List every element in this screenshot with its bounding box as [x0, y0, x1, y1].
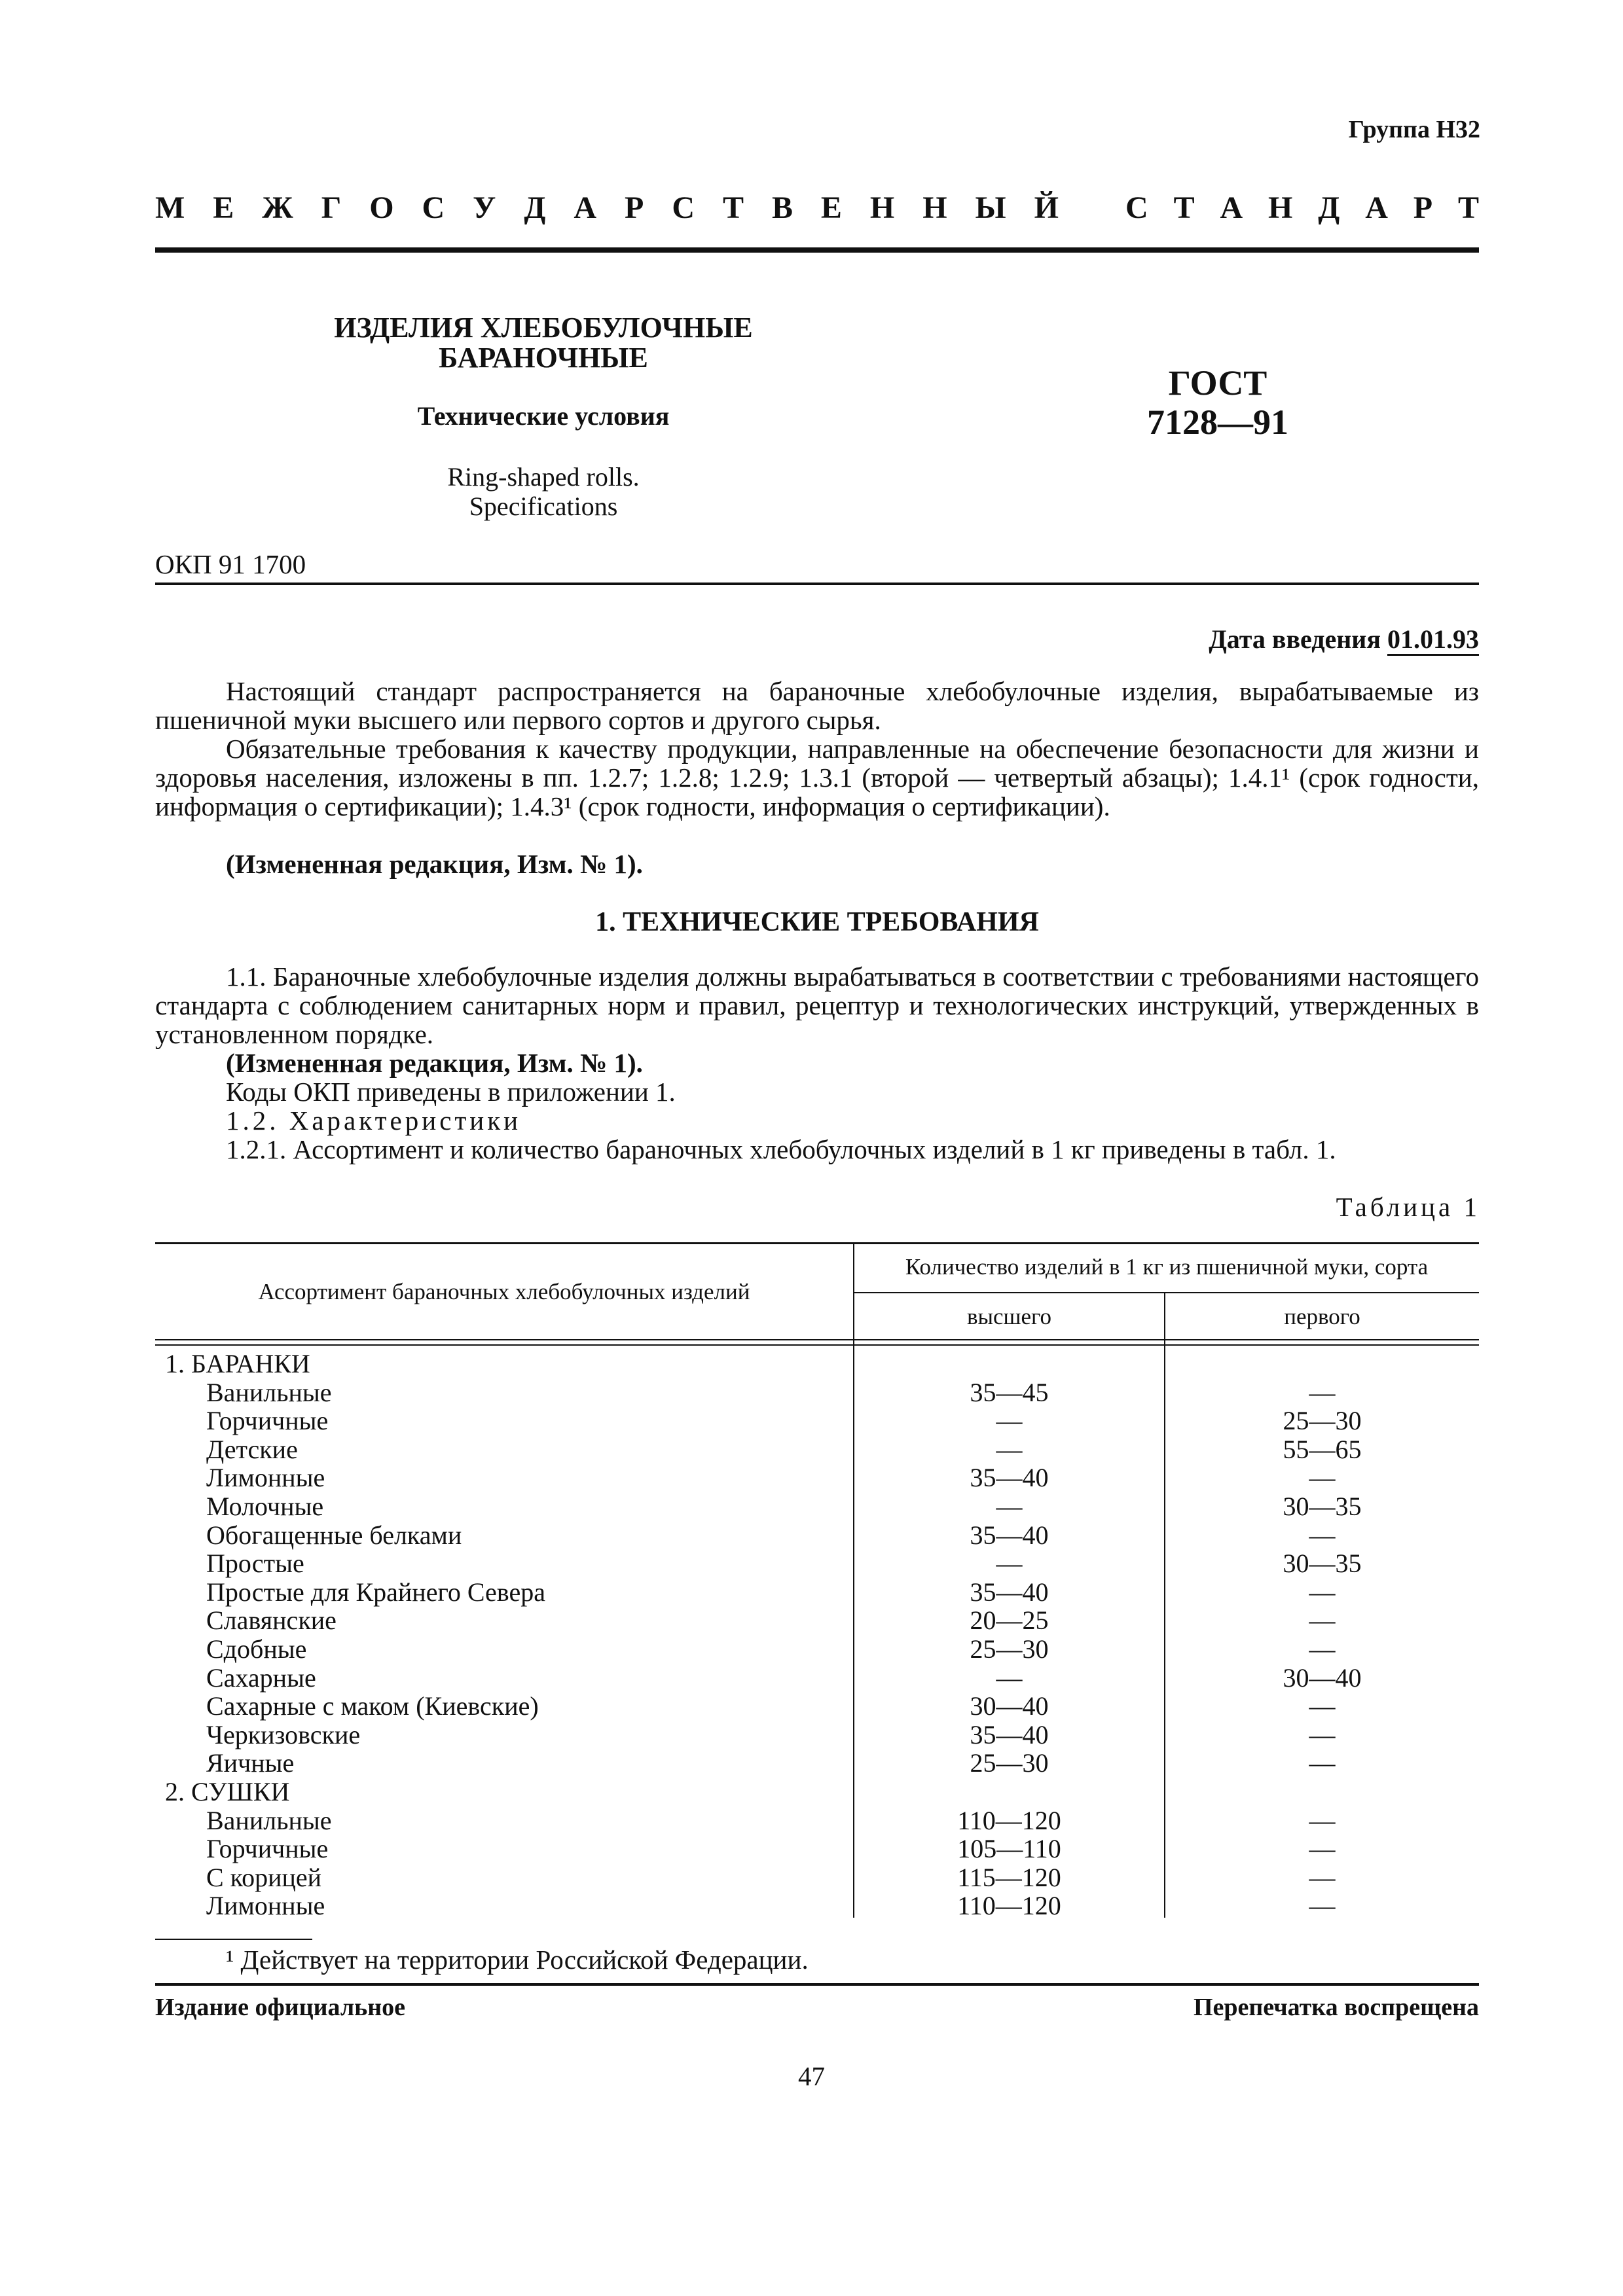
footnote-rule: [155, 1939, 312, 1940]
table-row-first-grade: —: [1309, 1605, 1336, 1636]
table-row-first-grade: —: [1309, 1377, 1336, 1407]
table-row-product: Простые для Крайнего Севера: [206, 1577, 545, 1607]
table-row-highest-grade: 105—110: [957, 1834, 1061, 1864]
table-row-product: Сдобные: [206, 1634, 307, 1664]
table-row-highest-grade: 110—120: [957, 1891, 1061, 1921]
table-row-first-grade: 55—65: [1283, 1434, 1362, 1464]
table-top-rule: [155, 1242, 1479, 1244]
intro-paragraph-1: Настоящий стандарт распространяется на бараночные хлебобулочные изделия, вырабатываемые из пшеничной муки высшего или первого сортов и другого сырья.: [155, 676, 1479, 735]
table-row-product: Горчичные: [206, 1406, 329, 1436]
table-row-highest-grade: —: [996, 1662, 1023, 1693]
table-row-highest-grade: 35—40: [970, 1463, 1049, 1493]
gost-label: ГОСТ: [1168, 363, 1267, 403]
okp-codes-note: Коды ОКП приведены в приложении 1.: [226, 1077, 676, 1107]
section-heading: 1. ТЕХНИЧЕСКИЕ ТРЕБОВАНИЯ: [595, 907, 1039, 937]
introduction-date-label: Дата введения: [1209, 624, 1381, 654]
table-row-product: Яичные: [206, 1748, 295, 1778]
header-rule: [155, 247, 1479, 253]
paragraph-1-2: 1.2. Характеристики: [226, 1105, 522, 1136]
paragraph-1-2-1: 1.2.1. Ассортимент и количество бараночных хлебобулочных изделий в 1 кг приведены в табл. 1.: [226, 1134, 1336, 1164]
table-row-product: Черкизовские: [206, 1719, 361, 1749]
table-row-first-grade: —: [1309, 1577, 1336, 1607]
reprint-prohibited-label: Перепечатка воспрещена: [1193, 1994, 1479, 2021]
table-row-highest-grade: 35—45: [970, 1377, 1049, 1407]
table-group-label: 2. СУШКИ: [165, 1777, 290, 1806]
table-row-highest-grade: 35—40: [970, 1719, 1049, 1749]
footnote: ¹ Действует на территории Российской Федерации.: [226, 1945, 809, 1975]
intro-amendment: (Измененная редакция, Изм. № 1).: [226, 849, 643, 879]
column-header-quantity: Количество изделий в 1 кг из пшеничной муки, сорта: [905, 1254, 1429, 1280]
title-line-1: ИЗДЕЛИЯ ХЛЕБОБУЛОЧНЫЕ: [334, 312, 753, 344]
table-row-product: С корицей: [206, 1862, 322, 1892]
table-row-highest-grade: —: [996, 1549, 1023, 1579]
table-row-first-grade: —: [1309, 1463, 1336, 1493]
table-group-rule: [853, 1292, 1479, 1293]
table-header-rule-2: [155, 1344, 1479, 1346]
table-row-first-grade: 30—35: [1283, 1492, 1362, 1521]
table-row-product: Детские: [206, 1434, 298, 1464]
english-line-1: Ring-shaped rolls.: [447, 462, 640, 492]
table-row-product: Лимонные: [206, 1891, 325, 1921]
paragraph-1-1-amendment: (Измененная редакция, Изм. № 1).: [226, 1048, 643, 1078]
table-row-product: Простые: [206, 1549, 304, 1579]
banner-word-2: С Т А Н Д А Р Т: [1125, 190, 1479, 225]
table-group-label: 1. БАРАНКИ: [165, 1349, 310, 1378]
table-row-highest-grade: 35—40: [970, 1577, 1049, 1607]
table-row-first-grade: —: [1309, 1691, 1336, 1721]
title-line-2: БАРАНОЧНЫЕ: [439, 342, 648, 374]
table-row-product: Сахарные с маком (Киевские): [206, 1691, 539, 1721]
table-row-first-grade: —: [1309, 1634, 1336, 1664]
table-row-product: Обогащенные белками: [206, 1520, 462, 1550]
column-header-product: Ассортимент бараночных хлебобулочных изделий: [258, 1279, 750, 1304]
table-row-highest-grade: 20—25: [970, 1605, 1049, 1636]
table-row-highest-grade: —: [996, 1406, 1023, 1436]
english-title: [275, 462, 812, 521]
paragraph-1-1: 1.1. Бараночные хлебобулочные изделия должны вырабатываться в соответствии с требованиями настоящего стандарта с соблюдением санитарных норм и правил, рецептур и технологических инструкций, утвержденных в установленном порядке.: [155, 961, 1479, 1049]
gost-number: 7128—91: [1147, 403, 1288, 442]
table-row-highest-grade: —: [996, 1492, 1023, 1521]
footer-rule: [155, 1983, 1479, 1986]
table-row-first-grade: —: [1309, 1834, 1336, 1864]
table-caption: Таблица 1: [1336, 1192, 1480, 1222]
column-header-first-grade: первого: [1284, 1304, 1360, 1329]
table-row-product: Славянские: [206, 1605, 337, 1636]
gost-designation: [1080, 363, 1355, 442]
table-row-highest-grade: 25—30: [970, 1748, 1049, 1778]
column-header-highest-grade: высшего: [966, 1304, 1052, 1329]
table-row-highest-grade: 25—30: [970, 1634, 1049, 1664]
table-row-highest-grade: 115—120: [957, 1862, 1061, 1892]
table-row-first-grade: —: [1309, 1862, 1336, 1892]
banner-word-1: М Е Ж Г О С У Д А Р С Т В Е Н Н Ы Й: [155, 190, 1059, 225]
table-row-first-grade: —: [1309, 1748, 1336, 1778]
table-row-highest-grade: —: [996, 1434, 1023, 1464]
official-edition-label: Издание официальное: [155, 1994, 406, 2021]
introduction-date: [1209, 625, 1479, 654]
table-row-product: Лимонные: [206, 1463, 325, 1493]
table-row-first-grade: 30—35: [1283, 1549, 1362, 1579]
page-number: 47: [798, 2061, 825, 2091]
table-row-first-grade: —: [1309, 1719, 1336, 1749]
intro-paragraph-2: Обязательные требования к качеству продукции, направленные на обеспечение безопасности для жизни и здоровья населения, изложены в пп. 1.2.7; 1.2.8; 1.2.9; 1.3.1 (второй — четвертый абзацы); 1.4.1¹ (срок годности, информация о сертификации); 1.4.3¹ (срок годности, информация о сертификации).: [155, 734, 1479, 821]
table-row-product: Молочные: [206, 1492, 324, 1521]
table-row-first-grade: —: [1309, 1520, 1336, 1550]
table-row-product: Горчичные: [206, 1834, 329, 1864]
table-row-highest-grade: 35—40: [970, 1520, 1049, 1550]
standard-banner: [155, 190, 1479, 226]
document-title: [275, 313, 812, 373]
table-row-highest-grade: 30—40: [970, 1691, 1049, 1721]
english-line-2: Specifications: [469, 492, 618, 521]
table-row-first-grade: 30—40: [1283, 1662, 1362, 1693]
introduction-date-value: 01.01.93: [1387, 624, 1479, 656]
table-row-product: Сахарные: [206, 1662, 316, 1693]
table-row-highest-grade: 110—120: [957, 1805, 1061, 1835]
table-row-product: Ванильные: [206, 1805, 332, 1835]
table-row-product: Ванильные: [206, 1377, 332, 1407]
table-row-first-grade: —: [1309, 1805, 1336, 1835]
table-header-rule: [155, 1339, 1479, 1340]
title-rule: [155, 583, 1479, 585]
table-row-first-grade: 25—30: [1283, 1406, 1362, 1436]
document-subtitle: Технические условия: [417, 401, 670, 431]
okp-code: ОКП 91 1700: [155, 549, 306, 579]
group-label: Группа Н32: [1348, 116, 1480, 143]
table-row-first-grade: —: [1309, 1891, 1336, 1921]
